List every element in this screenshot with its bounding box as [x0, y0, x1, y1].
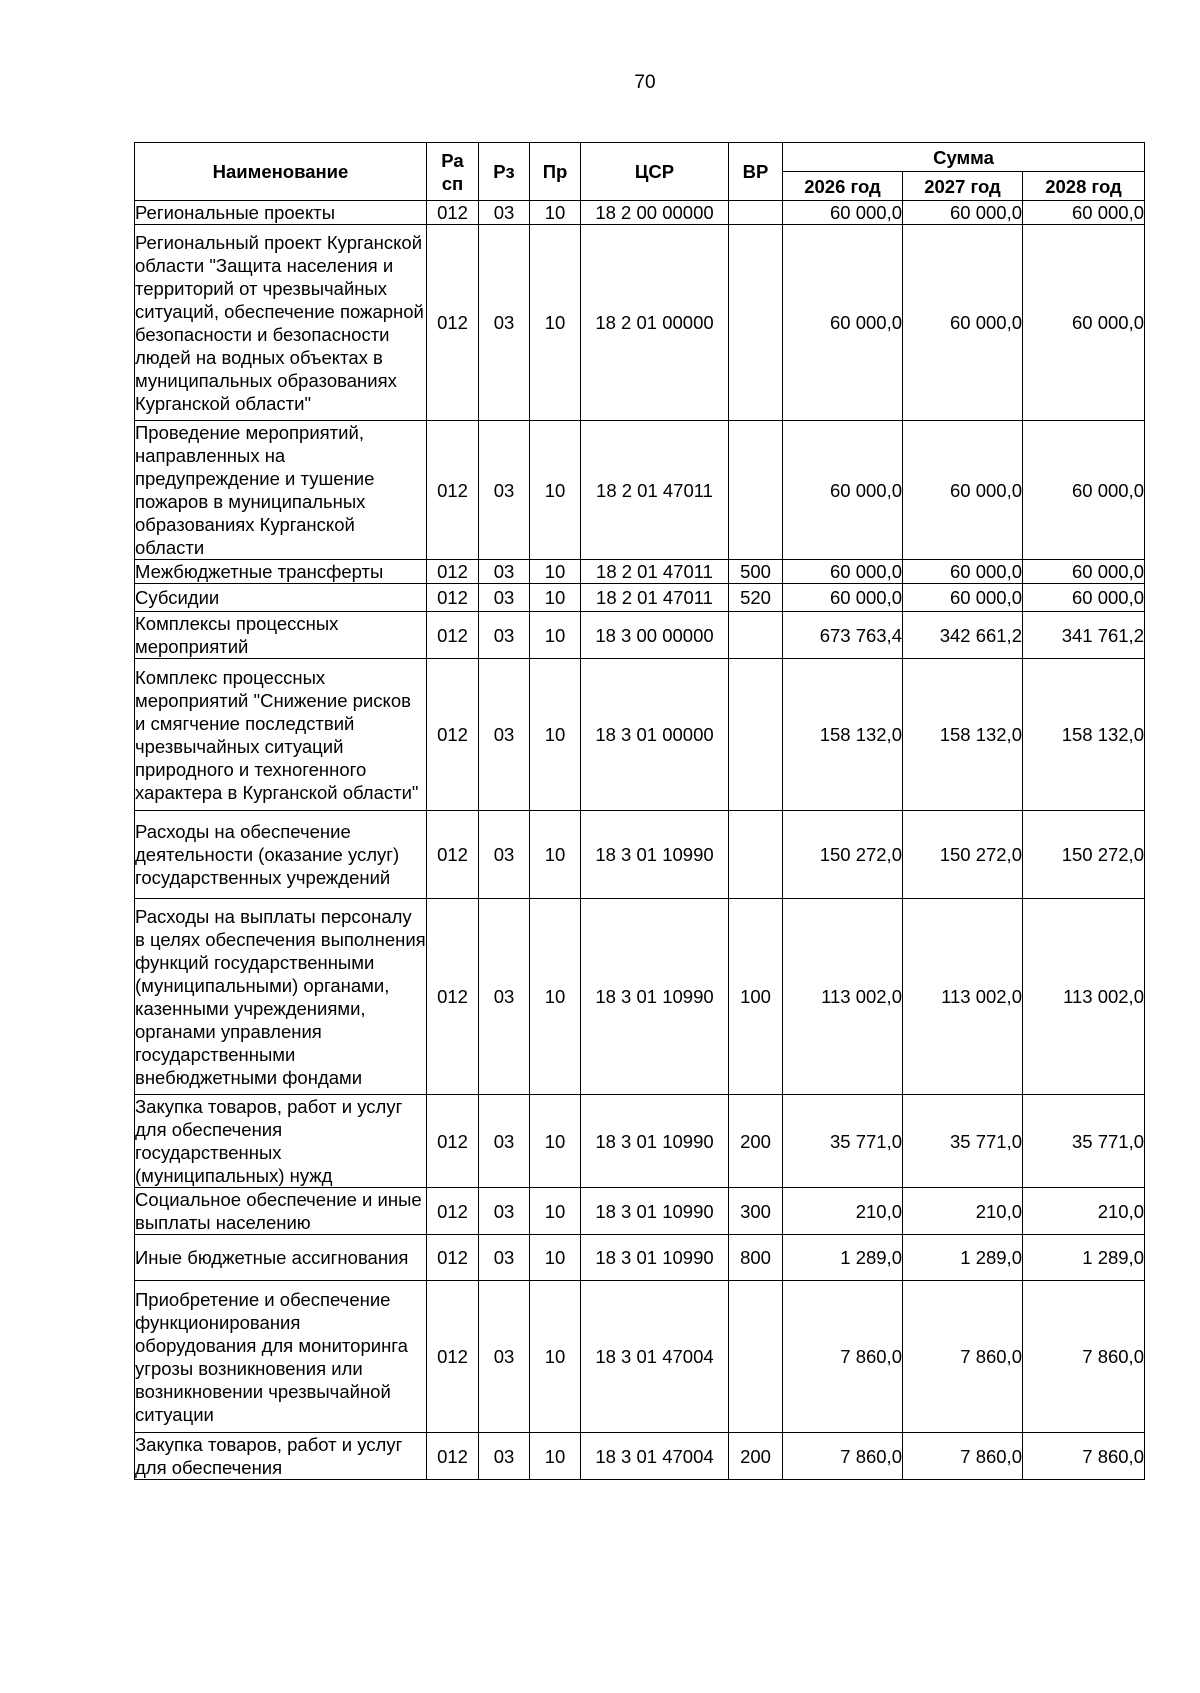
row-ra: 012 [427, 1281, 479, 1433]
row-ra: 012 [427, 1235, 479, 1281]
row-vr [729, 612, 783, 659]
row-sum-2027: 7 860,0 [903, 1281, 1023, 1433]
row-sum-2027: 60 000,0 [903, 560, 1023, 584]
row-vr: 200 [729, 1433, 783, 1480]
row-sum-2028: 113 002,0 [1023, 899, 1145, 1095]
row-csr: 18 3 00 00000 [581, 612, 729, 659]
row-sum-2027: 60 000,0 [903, 421, 1023, 560]
row-csr: 18 3 01 10990 [581, 1188, 729, 1235]
row-sum-2026: 113 002,0 [783, 899, 903, 1095]
header-year-2028: 2028 год [1023, 172, 1145, 201]
table-row [135, 421, 1145, 560]
row-vr [729, 1281, 783, 1433]
row-csr: 18 3 01 10990 [581, 1095, 729, 1188]
row-csr: 18 2 01 47011 [581, 560, 729, 584]
row-name: Субсидии [135, 584, 427, 612]
row-sum-2026: 150 272,0 [783, 811, 903, 899]
row-sum-2026: 158 132,0 [783, 659, 903, 811]
row-vr: 200 [729, 1095, 783, 1188]
table-row [135, 1281, 1145, 1433]
row-vr [729, 421, 783, 560]
row-rz: 03 [479, 899, 530, 1095]
row-ra: 012 [427, 225, 479, 421]
row-sum-2026: 60 000,0 [783, 201, 903, 225]
row-pr: 10 [530, 584, 581, 612]
row-sum-2028: 341 761,2 [1023, 612, 1145, 659]
row-sum-2028: 150 272,0 [1023, 811, 1145, 899]
row-pr: 10 [530, 201, 581, 225]
row-csr: 18 2 00 00000 [581, 201, 729, 225]
row-ra: 012 [427, 560, 479, 584]
row-pr: 10 [530, 1433, 581, 1480]
header-pr: Пр [530, 143, 581, 201]
row-sum-2028: 60 000,0 [1023, 225, 1145, 421]
row-rz: 03 [479, 811, 530, 899]
row-sum-2028: 210,0 [1023, 1188, 1145, 1235]
row-csr: 18 2 01 00000 [581, 225, 729, 421]
row-sum-2027: 210,0 [903, 1188, 1023, 1235]
row-pr: 10 [530, 1095, 581, 1188]
header-year-2026: 2026 год [783, 172, 903, 201]
row-sum-2026: 60 000,0 [783, 225, 903, 421]
row-sum-2026: 60 000,0 [783, 421, 903, 560]
table-row [135, 899, 1145, 1095]
table-row [135, 1095, 1145, 1188]
row-vr [729, 659, 783, 811]
row-rz: 03 [479, 560, 530, 584]
row-sum-2027: 150 272,0 [903, 811, 1023, 899]
row-sum-2026: 60 000,0 [783, 560, 903, 584]
row-vr [729, 201, 783, 225]
row-name: Комплексы процессных мероприятий [135, 612, 427, 659]
row-sum-2027: 7 860,0 [903, 1433, 1023, 1480]
row-sum-2028: 35 771,0 [1023, 1095, 1145, 1188]
row-sum-2027: 60 000,0 [903, 584, 1023, 612]
table-row [135, 584, 1145, 612]
row-name: Проведение мероприятий, направленных на предупреждение и тушение пожаров в муниципальных образованиях Курганской области [135, 421, 427, 560]
row-sum-2027: 113 002,0 [903, 899, 1023, 1095]
table-row [135, 612, 1145, 659]
row-sum-2027: 342 661,2 [903, 612, 1023, 659]
row-sum-2027: 60 000,0 [903, 201, 1023, 225]
row-csr: 18 3 01 10990 [581, 899, 729, 1095]
header-year-2027: 2027 год [903, 172, 1023, 201]
row-csr: 18 3 01 47004 [581, 1281, 729, 1433]
row-sum-2028: 60 000,0 [1023, 421, 1145, 560]
row-ra: 012 [427, 612, 479, 659]
row-rz: 03 [479, 1188, 530, 1235]
header-ra-text: Ра сп [441, 149, 464, 194]
row-sum-2028: 1 289,0 [1023, 1235, 1145, 1281]
row-sum-2026: 7 860,0 [783, 1281, 903, 1433]
row-rz: 03 [479, 421, 530, 560]
row-ra: 012 [427, 659, 479, 811]
row-sum-2027: 60 000,0 [903, 225, 1023, 421]
row-sum-2026: 7 860,0 [783, 1433, 903, 1480]
row-name: Региональный проект Курганской области "Защита населения и территорий от чрезвычайных ситуаций, обеспечение пожарной безопасности и безопасности людей на водных объектах в муниципальных образованиях Курганской области" [135, 225, 427, 421]
row-rz: 03 [479, 225, 530, 421]
row-pr: 10 [530, 560, 581, 584]
row-sum-2026: 35 771,0 [783, 1095, 903, 1188]
table-row [135, 1235, 1145, 1281]
row-vr: 800 [729, 1235, 783, 1281]
row-ra: 012 [427, 201, 479, 225]
row-vr [729, 225, 783, 421]
row-rz: 03 [479, 1095, 530, 1188]
row-pr: 10 [530, 1188, 581, 1235]
row-sum-2026: 60 000,0 [783, 584, 903, 612]
row-name: Закупка товаров, работ и услуг для обеспечения [135, 1433, 427, 1480]
row-rz: 03 [479, 659, 530, 811]
header-csr: ЦСР [581, 143, 729, 201]
row-name: Закупка товаров, работ и услуг для обеспечения государственных (муниципальных) нужд [135, 1095, 427, 1188]
header-vr: ВР [729, 143, 783, 201]
page-number: 70 [634, 72, 656, 93]
table-body [135, 201, 1145, 1480]
row-vr: 100 [729, 899, 783, 1095]
row-name: Межбюджетные трансферты [135, 560, 427, 584]
row-vr: 520 [729, 584, 783, 612]
table-row [135, 1188, 1145, 1235]
row-name: Приобретение и обеспечение функционирования оборудования для мониторинга угрозы возникновения или возникновении чрезвычайной ситуации [135, 1281, 427, 1433]
header-ra [427, 143, 479, 201]
row-pr: 10 [530, 421, 581, 560]
table-header [135, 143, 1145, 201]
row-pr: 10 [530, 1235, 581, 1281]
row-name: Региональные проекты [135, 201, 427, 225]
row-sum-2026: 673 763,4 [783, 612, 903, 659]
row-sum-2028: 158 132,0 [1023, 659, 1145, 811]
row-pr: 10 [530, 811, 581, 899]
row-ra: 012 [427, 1188, 479, 1235]
row-rz: 03 [479, 584, 530, 612]
row-ra: 012 [427, 811, 479, 899]
table-row [135, 560, 1145, 584]
row-sum-2027: 35 771,0 [903, 1095, 1023, 1188]
row-ra: 012 [427, 421, 479, 560]
row-csr: 18 3 01 00000 [581, 659, 729, 811]
row-pr: 10 [530, 612, 581, 659]
row-sum-2028: 60 000,0 [1023, 201, 1145, 225]
row-pr: 10 [530, 1281, 581, 1433]
row-csr: 18 2 01 47011 [581, 421, 729, 560]
row-ra: 012 [427, 584, 479, 612]
row-csr: 18 3 01 10990 [581, 811, 729, 899]
row-sum-2026: 1 289,0 [783, 1235, 903, 1281]
row-sum-2028: 7 860,0 [1023, 1281, 1145, 1433]
row-rz: 03 [479, 1281, 530, 1433]
row-name: Комплекс процессных мероприятий "Снижение рисков и смягчение последствий чрезвычайных ситуаций природного и техногенного характера в Курганской области" [135, 659, 427, 811]
table-row [135, 811, 1145, 899]
table-row [135, 225, 1145, 421]
row-vr: 300 [729, 1188, 783, 1235]
table-row [135, 201, 1145, 225]
row-pr: 10 [530, 225, 581, 421]
table-row [135, 659, 1145, 811]
header-rz: Рз [479, 143, 530, 201]
row-sum-2027: 1 289,0 [903, 1235, 1023, 1281]
row-rz: 03 [479, 1433, 530, 1480]
row-ra: 012 [427, 1433, 479, 1480]
row-sum-2028: 7 860,0 [1023, 1433, 1145, 1480]
header-name: Наименование [135, 143, 427, 201]
row-sum-2028: 60 000,0 [1023, 584, 1145, 612]
table-row [135, 1433, 1145, 1480]
row-sum-2026: 210,0 [783, 1188, 903, 1235]
row-pr: 10 [530, 659, 581, 811]
row-ra: 012 [427, 1095, 479, 1188]
row-vr [729, 811, 783, 899]
row-vr: 500 [729, 560, 783, 584]
row-pr: 10 [530, 899, 581, 1095]
budget-table [134, 142, 1145, 1480]
row-sum-2027: 158 132,0 [903, 659, 1023, 811]
row-csr: 18 3 01 47004 [581, 1433, 729, 1480]
row-sum-2028: 60 000,0 [1023, 560, 1145, 584]
row-rz: 03 [479, 201, 530, 225]
row-name: Расходы на обеспечение деятельности (оказание услуг) государственных учреждений [135, 811, 427, 899]
header-sum: Сумма [783, 143, 1145, 172]
row-csr: 18 2 01 47011 [581, 584, 729, 612]
row-csr: 18 3 01 10990 [581, 1235, 729, 1281]
row-rz: 03 [479, 1235, 530, 1281]
row-rz: 03 [479, 612, 530, 659]
row-name: Расходы на выплаты персоналу в целях обеспечения выполнения функций государственными (муниципальными) органами, казенными учреждениями, органами управления государственными внебюджетными фондами [135, 899, 427, 1095]
row-ra: 012 [427, 899, 479, 1095]
row-name: Социальное обеспечение и иные выплаты населению [135, 1188, 427, 1235]
row-name: Иные бюджетные ассигнования [135, 1235, 427, 1281]
